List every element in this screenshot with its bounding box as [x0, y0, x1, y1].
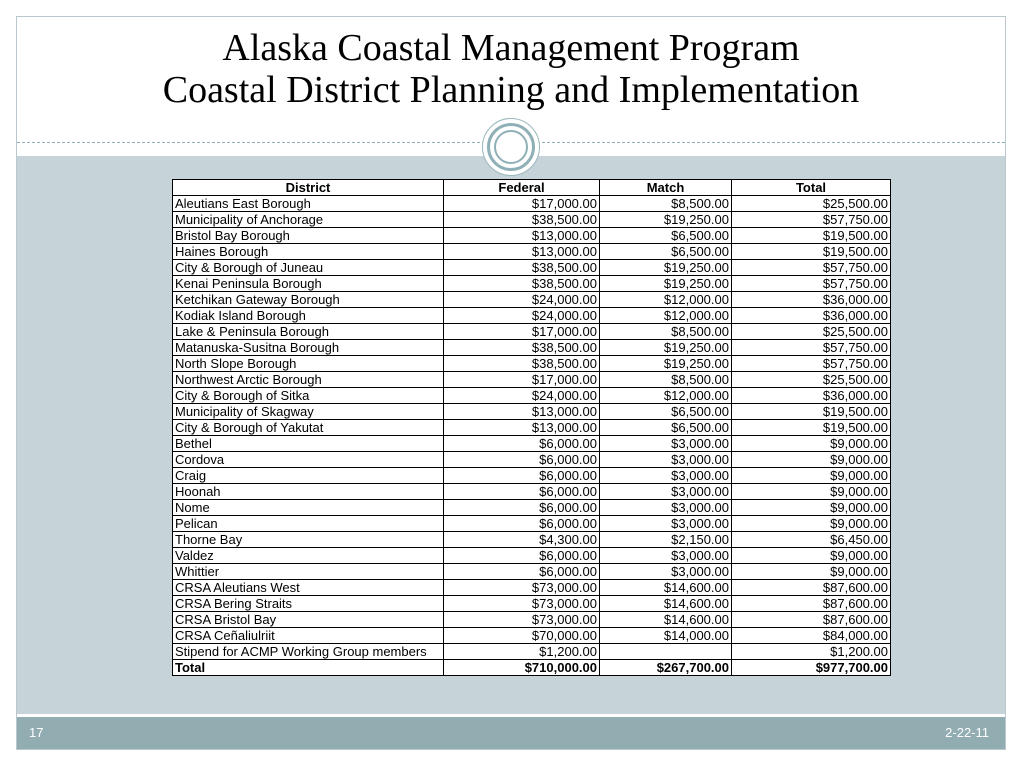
- district-cell: City & Borough of Sitka: [173, 388, 444, 404]
- match-cell: $19,250.00: [600, 276, 732, 292]
- total-cell: $36,000.00: [732, 308, 891, 324]
- table-row: [173, 308, 891, 324]
- district-cell: Matanuska-Susitna Borough: [173, 340, 444, 356]
- total-cell: $36,000.00: [732, 388, 891, 404]
- federal-cell: $24,000.00: [444, 388, 600, 404]
- table-row: [173, 404, 891, 420]
- table-header-row: [173, 180, 891, 196]
- match-cell: $3,000.00: [600, 436, 732, 452]
- table-row: [173, 580, 891, 596]
- table-row: [173, 468, 891, 484]
- table-row: [173, 628, 891, 644]
- federal-cell: $38,500.00: [444, 212, 600, 228]
- district-cell: Northwest Arctic Borough: [173, 372, 444, 388]
- total-cell: $1,200.00: [732, 644, 891, 660]
- match-cell: $12,000.00: [600, 388, 732, 404]
- total-cell: $36,000.00: [732, 292, 891, 308]
- district-cell: Whittier: [173, 564, 444, 580]
- total-cell: $87,600.00: [732, 580, 891, 596]
- table-total-row: [173, 660, 891, 676]
- total-cell: $9,000.00: [732, 452, 891, 468]
- district-cell: Bethel: [173, 436, 444, 452]
- match-cell: $19,250.00: [600, 356, 732, 372]
- total-cell: $25,500.00: [732, 324, 891, 340]
- district-cell: CRSA Bristol Bay: [173, 612, 444, 628]
- match-cell: $19,250.00: [600, 340, 732, 356]
- federal-cell: $73,000.00: [444, 596, 600, 612]
- total-cell: $9,000.00: [732, 564, 891, 580]
- decorative-ring-inner: [494, 130, 528, 164]
- total-cell: $57,750.00: [732, 356, 891, 372]
- table-row: [173, 276, 891, 292]
- title-line-2: Coastal District Planning and Implementation: [162, 69, 860, 111]
- match-cell: $6,500.00: [600, 404, 732, 420]
- table-row: [173, 196, 891, 212]
- federal-cell: $6,000.00: [444, 436, 600, 452]
- federal-cell: $38,500.00: [444, 340, 600, 356]
- district-cell: CRSA Bering Straits: [173, 596, 444, 612]
- match-cell: $19,250.00: [600, 260, 732, 276]
- total-cell: $57,750.00: [732, 212, 891, 228]
- district-cell: Stipend for ACMP Working Group members: [173, 644, 444, 660]
- district-cell: Cordova: [173, 452, 444, 468]
- table-row: [173, 324, 891, 340]
- district-cell: CRSA Aleutians West: [173, 580, 444, 596]
- federal-cell: $6,000.00: [444, 548, 600, 564]
- table-row: [173, 644, 891, 660]
- match-cell: $3,000.00: [600, 468, 732, 484]
- match-cell: $8,500.00: [600, 324, 732, 340]
- total-cell: $19,500.00: [732, 404, 891, 420]
- total-cell: $25,500.00: [732, 372, 891, 388]
- table-row: [173, 420, 891, 436]
- federal-cell: $73,000.00: [444, 580, 600, 596]
- match-cell: $3,000.00: [600, 452, 732, 468]
- table-row: [173, 532, 891, 548]
- total-cell: $57,750.00: [732, 260, 891, 276]
- district-cell: City & Borough of Juneau: [173, 260, 444, 276]
- total-cell: $9,000.00: [732, 468, 891, 484]
- federal-cell: $17,000.00: [444, 196, 600, 212]
- match-cell: $14,600.00: [600, 612, 732, 628]
- total-cell: $57,750.00: [732, 276, 891, 292]
- match-cell: $3,000.00: [600, 548, 732, 564]
- district-cell: Lake & Peninsula Borough: [173, 324, 444, 340]
- federal-cell: $13,000.00: [444, 228, 600, 244]
- table-row: [173, 596, 891, 612]
- district-cell: Bristol Bay Borough: [173, 228, 444, 244]
- footer-divider: [17, 715, 1005, 716]
- match-cell: $19,250.00: [600, 212, 732, 228]
- total-cell: $9,000.00: [732, 516, 891, 532]
- district-cell: Kodiak Island Borough: [173, 308, 444, 324]
- table-row: [173, 516, 891, 532]
- table-row: [173, 436, 891, 452]
- federal-cell: $24,000.00: [444, 308, 600, 324]
- federal-cell: $70,000.00: [444, 628, 600, 644]
- district-cell: CRSA Ceñaliulriit: [173, 628, 444, 644]
- match-cell: $12,000.00: [600, 292, 732, 308]
- header-district: District: [173, 180, 444, 196]
- footer-bar: [17, 717, 1005, 749]
- table-row: [173, 340, 891, 356]
- header-federal: Federal: [444, 180, 600, 196]
- federal-cell: $6,000.00: [444, 452, 600, 468]
- match-cell: $14,600.00: [600, 596, 732, 612]
- total-cell: $87,600.00: [732, 596, 891, 612]
- match-cell: $3,000.00: [600, 484, 732, 500]
- header-match: Match: [600, 180, 732, 196]
- federal-cell: $6,000.00: [444, 468, 600, 484]
- header-total: Total: [732, 180, 891, 196]
- total-cell: $19,500.00: [732, 420, 891, 436]
- table-row: [173, 500, 891, 516]
- district-cell: Ketchikan Gateway Borough: [173, 292, 444, 308]
- match-cell: $3,000.00: [600, 516, 732, 532]
- federal-cell: $13,000.00: [444, 244, 600, 260]
- federal-cell: $24,000.00: [444, 292, 600, 308]
- total-cell: $57,750.00: [732, 340, 891, 356]
- district-cell: Nome: [173, 500, 444, 516]
- slide-date: 2-22-11: [945, 725, 989, 740]
- table-row: [173, 228, 891, 244]
- district-cell: Hoonah: [173, 484, 444, 500]
- district-cell: Pelican: [173, 516, 444, 532]
- total-cell: $9,000.00: [732, 436, 891, 452]
- table-body: [173, 196, 891, 660]
- district-cell: City & Borough of Yakutat: [173, 420, 444, 436]
- federal-cell: $1,200.00: [444, 644, 600, 660]
- district-cell: Kenai Peninsula Borough: [173, 276, 444, 292]
- title-line-1: Alaska Coastal Management Program: [222, 27, 800, 69]
- federal-cell: $6,000.00: [444, 564, 600, 580]
- federal-cell: $17,000.00: [444, 324, 600, 340]
- total-label: Total: [173, 660, 444, 676]
- table-row: [173, 484, 891, 500]
- total-cell: $9,000.00: [732, 500, 891, 516]
- total-cell: $19,500.00: [732, 244, 891, 260]
- federal-cell: $38,500.00: [444, 356, 600, 372]
- federal-cell: $13,000.00: [444, 420, 600, 436]
- total-cell: $9,000.00: [732, 548, 891, 564]
- match-cell: $12,000.00: [600, 308, 732, 324]
- table-row: [173, 260, 891, 276]
- table-row: [173, 244, 891, 260]
- federal-cell: $17,000.00: [444, 372, 600, 388]
- district-cell: Thorne Bay: [173, 532, 444, 548]
- table-row: [173, 452, 891, 468]
- slide-number: 17: [29, 725, 44, 740]
- district-cell: Municipality of Skagway: [173, 404, 444, 420]
- table-row: [173, 356, 891, 372]
- match-cell: $14,000.00: [600, 628, 732, 644]
- district-cell: Aleutians East Borough: [173, 196, 444, 212]
- table-row: [173, 548, 891, 564]
- federal-cell: $4,300.00: [444, 532, 600, 548]
- federal-cell: $6,000.00: [444, 516, 600, 532]
- district-cell: Craig: [173, 468, 444, 484]
- district-cell: Valdez: [173, 548, 444, 564]
- match-cell: $8,500.00: [600, 372, 732, 388]
- federal-cell: $6,000.00: [444, 500, 600, 516]
- table-row: [173, 212, 891, 228]
- match-cell: $2,150.00: [600, 532, 732, 548]
- federal-cell: $38,500.00: [444, 260, 600, 276]
- match-cell: [600, 644, 732, 660]
- total-cell: $19,500.00: [732, 228, 891, 244]
- federal-cell: $38,500.00: [444, 276, 600, 292]
- table-row: [173, 388, 891, 404]
- table-row: [173, 564, 891, 580]
- table-row: [173, 372, 891, 388]
- total-federal: $710,000.00: [444, 660, 600, 676]
- federal-cell: $73,000.00: [444, 612, 600, 628]
- district-cell: North Slope Borough: [173, 356, 444, 372]
- total-cell: $6,450.00: [732, 532, 891, 548]
- total-total: $977,700.00: [732, 660, 891, 676]
- total-cell: $84,000.00: [732, 628, 891, 644]
- total-cell: $9,000.00: [732, 484, 891, 500]
- table-row: [173, 292, 891, 308]
- match-cell: $3,000.00: [600, 564, 732, 580]
- total-match: $267,700.00: [600, 660, 732, 676]
- match-cell: $6,500.00: [600, 244, 732, 260]
- total-cell: $87,600.00: [732, 612, 891, 628]
- match-cell: $6,500.00: [600, 228, 732, 244]
- total-cell: $25,500.00: [732, 196, 891, 212]
- federal-cell: $13,000.00: [444, 404, 600, 420]
- district-cell: Municipality of Anchorage: [173, 212, 444, 228]
- match-cell: $14,600.00: [600, 580, 732, 596]
- match-cell: $6,500.00: [600, 420, 732, 436]
- match-cell: $8,500.00: [600, 196, 732, 212]
- federal-cell: $6,000.00: [444, 484, 600, 500]
- table-row: [173, 612, 891, 628]
- district-cell: Haines Borough: [173, 244, 444, 260]
- district-budget-table: [172, 179, 891, 676]
- match-cell: $3,000.00: [600, 500, 732, 516]
